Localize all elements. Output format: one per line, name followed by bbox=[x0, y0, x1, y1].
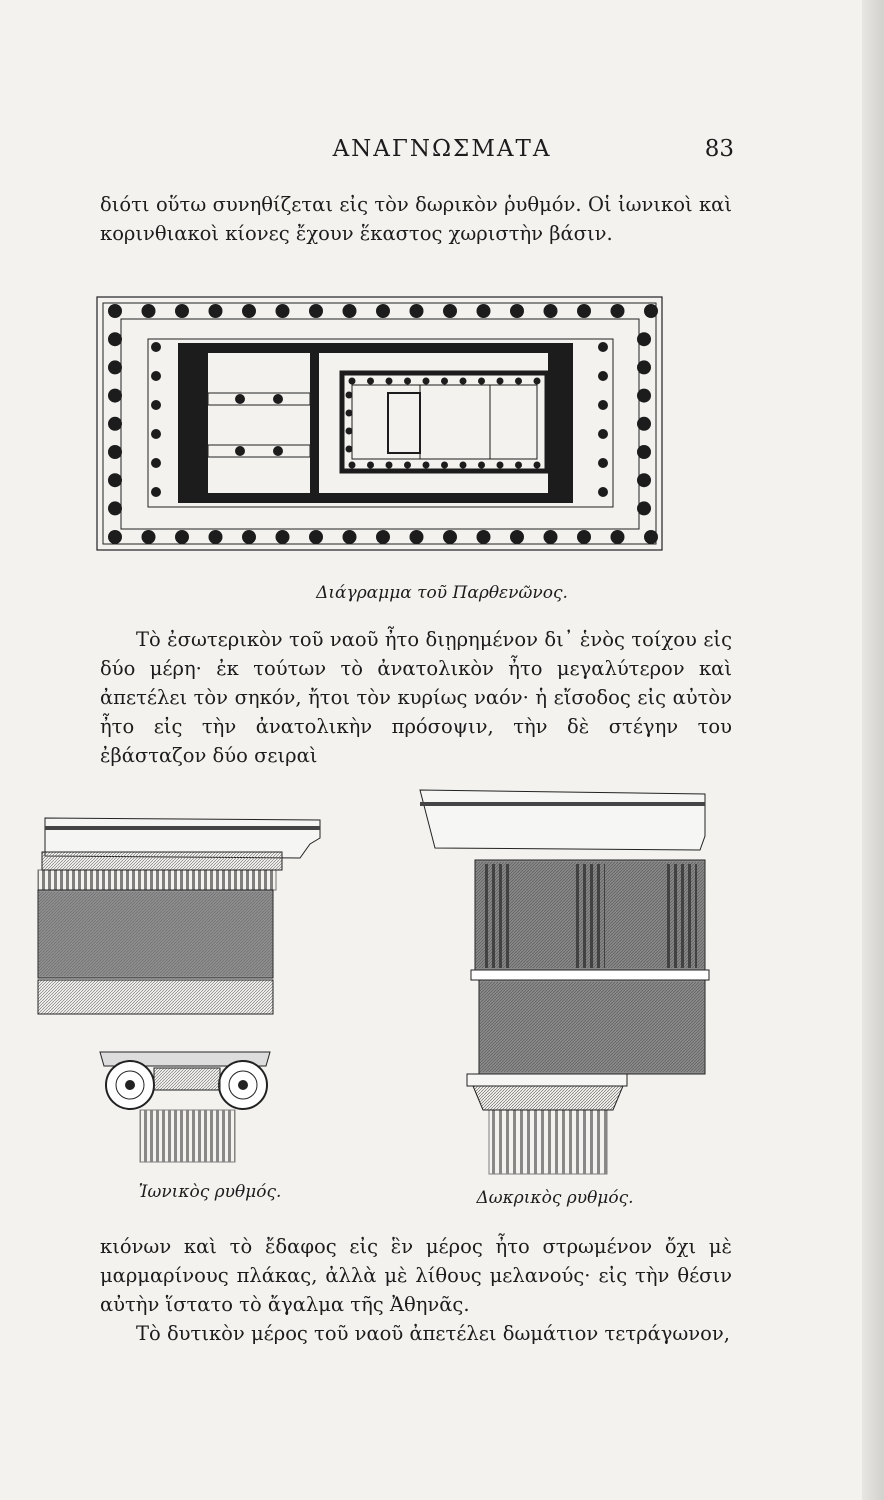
plan-column bbox=[577, 530, 591, 544]
plan-column bbox=[175, 530, 189, 544]
plan-column bbox=[242, 304, 256, 318]
plan-column bbox=[477, 304, 491, 318]
naos-column bbox=[423, 462, 430, 469]
outer-colonnade-top bbox=[108, 304, 658, 318]
plan-column bbox=[510, 304, 524, 318]
naos-column bbox=[386, 462, 393, 469]
porch-column bbox=[598, 371, 608, 381]
naos-column bbox=[386, 378, 393, 385]
inner-porch-columns bbox=[151, 342, 608, 497]
plan-column bbox=[309, 304, 323, 318]
plan-column bbox=[343, 304, 357, 318]
porch-column bbox=[151, 487, 161, 497]
plan-column bbox=[637, 473, 651, 487]
plan-column bbox=[108, 417, 122, 431]
plan-column bbox=[637, 417, 651, 431]
plan-column bbox=[209, 530, 223, 544]
outer-colonnade-left bbox=[108, 332, 122, 515]
plan-column bbox=[108, 473, 122, 487]
plan-column bbox=[477, 530, 491, 544]
plan-column bbox=[637, 360, 651, 374]
plan-column bbox=[309, 530, 323, 544]
text-block-middle bbox=[100, 625, 732, 770]
plan-column bbox=[611, 304, 625, 318]
plan-column bbox=[443, 304, 457, 318]
doric-caption: Δωκρικὸς ρυθμός. bbox=[476, 1188, 634, 1208]
plan-column bbox=[108, 445, 122, 459]
cella-walls bbox=[178, 343, 573, 503]
naos-column bbox=[460, 378, 467, 385]
naos-column bbox=[367, 462, 374, 469]
naos-column bbox=[423, 378, 430, 385]
plan-column bbox=[108, 360, 122, 374]
plan-column bbox=[611, 530, 625, 544]
porch-column bbox=[151, 371, 161, 381]
plan-column bbox=[410, 530, 424, 544]
plan-column bbox=[108, 530, 122, 544]
plan-column bbox=[108, 501, 122, 515]
naos-column bbox=[349, 378, 356, 385]
naos-inner-colonnade bbox=[346, 378, 541, 469]
opisthodomos bbox=[208, 393, 310, 457]
plan-column bbox=[108, 332, 122, 346]
outer-colonnade-bottom bbox=[108, 530, 658, 544]
plan-column bbox=[376, 530, 390, 544]
porch-column bbox=[151, 342, 161, 352]
naos-column bbox=[404, 378, 411, 385]
ionic-caption: Ἰωνικὸς ρυθμός. bbox=[138, 1182, 282, 1202]
plan-column bbox=[175, 304, 189, 318]
naos-column bbox=[404, 462, 411, 469]
naos-column bbox=[349, 462, 356, 469]
paragraph-3: κιόνων καὶ τὸ ἔδαφος εἰς ἓν μέρος ἦτο στρωμένον ὄχι μὲ μαρμαρίνους πλάκας, ἀλλὰ μὲ λίθους μελανούς· εἰς τὴν θέσιν αὐτὴν ἵστατο τὸ ἄγαλμα τῆς Ἀθηνᾶς. bbox=[100, 1235, 732, 1316]
doric-order-illustration bbox=[415, 780, 715, 1180]
porch-column bbox=[151, 458, 161, 468]
plan-column bbox=[142, 304, 156, 318]
plan-column bbox=[276, 530, 290, 544]
plan-column bbox=[242, 530, 256, 544]
paragraph-2: Τὸ ἐσωτερικὸν τοῦ ναοῦ ἦτο διῃρημένον δι᾽ ἑνὸς τοίχου εἰς δύο μέρη· ἐκ τούτων τὸ ἀνατολικὸν ἦτο μεγαλύτερον καὶ ἀπετέλει τὸν σηκόν, ἤτοι τὸν κυρίως ναόν· ἡ εἴσοδος εἰς αὐτὸν ἦτο εἰς τὴν ἀνατολικὴν πρόσοψιν, τὴν δὲ στέγην του ἐβάσταζον δύο σειραὶ bbox=[100, 628, 732, 767]
plan-column bbox=[644, 304, 658, 318]
porch-column bbox=[598, 487, 608, 497]
naos-column bbox=[534, 378, 541, 385]
plan-column bbox=[510, 530, 524, 544]
ionic-order-illustration bbox=[30, 800, 330, 1180]
naos bbox=[342, 373, 547, 471]
text-block-bottom bbox=[100, 1232, 732, 1348]
naos-column bbox=[346, 446, 353, 453]
naos-column bbox=[367, 378, 374, 385]
naos-column bbox=[497, 462, 504, 469]
plan-column bbox=[544, 304, 558, 318]
porch-column bbox=[151, 400, 161, 410]
plan-column bbox=[343, 530, 357, 544]
naos-column bbox=[441, 378, 448, 385]
plan-column bbox=[544, 530, 558, 544]
plan-column bbox=[637, 389, 651, 403]
running-head: ΑΝΑΓΝΩΣΜΑΤΑ bbox=[332, 136, 552, 162]
plan-column bbox=[376, 304, 390, 318]
naos-column bbox=[460, 462, 467, 469]
page-number: 83 bbox=[704, 136, 734, 162]
porch-column bbox=[598, 400, 608, 410]
paragraph-1: διότι οὕτω συνηθίζεται εἰς τὸν δωρικὸν ῥυθμόν. Οἱ ἰωνικοὶ καὶ κορινθιακοὶ κίονες ἔχουν ἕκαστος χωριστὴν βάσιν. bbox=[100, 193, 732, 245]
plan-column bbox=[443, 530, 457, 544]
opisthodomos-columns bbox=[235, 394, 283, 456]
naos-column bbox=[515, 462, 522, 469]
plan-column bbox=[108, 389, 122, 403]
text-block-top bbox=[100, 190, 732, 248]
plan-caption: Διάγραμμα τοῦ Παρθενῶνος. bbox=[316, 583, 568, 603]
plan-column bbox=[410, 304, 424, 318]
plan-column bbox=[577, 304, 591, 318]
plan-column bbox=[108, 304, 122, 318]
naos-column bbox=[346, 428, 353, 435]
plan-column bbox=[276, 304, 290, 318]
parthenon-plan-diagram bbox=[0, 285, 884, 585]
porch-column bbox=[598, 429, 608, 439]
plan-column bbox=[209, 304, 223, 318]
naos-column bbox=[346, 410, 353, 417]
plan-column bbox=[637, 332, 651, 346]
paragraph-4: Τὸ δυτικὸν μέρος τοῦ ναοῦ ἀπετέλει δωμάτιον τετράγωνον, bbox=[136, 1322, 730, 1345]
naos-column bbox=[478, 462, 485, 469]
plan-column bbox=[644, 530, 658, 544]
porch-column bbox=[151, 429, 161, 439]
porch-column bbox=[598, 342, 608, 352]
porch-column bbox=[598, 458, 608, 468]
page-gutter-shadow bbox=[862, 0, 884, 1500]
plan-column bbox=[637, 501, 651, 515]
naos-column bbox=[515, 378, 522, 385]
naos-column bbox=[441, 462, 448, 469]
plan-column bbox=[142, 530, 156, 544]
plan-column bbox=[637, 445, 651, 459]
naos-column bbox=[497, 378, 504, 385]
naos-column bbox=[478, 378, 485, 385]
naos-column bbox=[346, 392, 353, 399]
pronaos-border bbox=[148, 339, 613, 507]
naos-column bbox=[534, 462, 541, 469]
